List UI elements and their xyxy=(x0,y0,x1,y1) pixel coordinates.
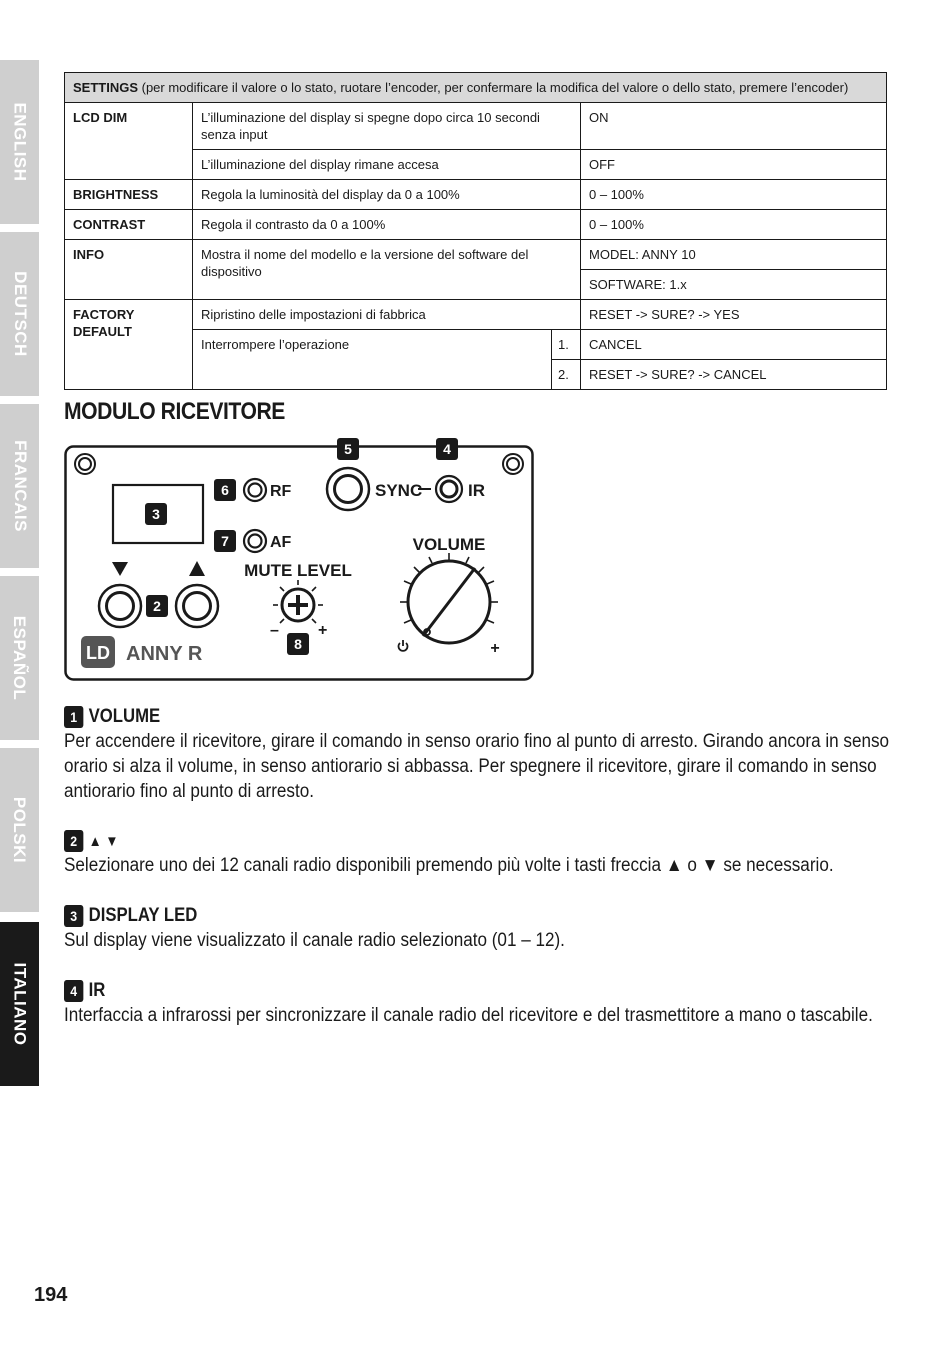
tab-italiano[interactable]: ITALIANO xyxy=(0,922,39,1086)
receiver-panel-diagram xyxy=(64,436,536,684)
badge-2-label: 2 xyxy=(153,598,161,614)
row-number: 2. xyxy=(552,360,581,390)
sync-label: SYNC xyxy=(375,481,423,500)
item-number-badge: 2 xyxy=(64,830,83,852)
row-value: OFF xyxy=(581,150,887,180)
item-text: Sul display viene visualizzato il canale radio selezionato (01 – 12). xyxy=(64,930,565,951)
item-title: VOLUME xyxy=(88,706,161,727)
item-text: Selezionare uno dei 12 canali radio disponibili premendo più volte i tasti freccia ▲ o ▼ se necessario. xyxy=(64,855,834,876)
row-desc: Regola il contrasto da 0 a 100% xyxy=(193,210,581,240)
plus-label: + xyxy=(318,622,328,639)
row-desc: L’illuminazione del display si spegne dopo circa 10 secondi senza input xyxy=(193,103,581,150)
header-title: SETTINGS xyxy=(73,80,139,95)
row-value: 0 – 100% xyxy=(581,210,887,240)
item-ir xyxy=(64,980,894,1028)
item-number-badge: 4 xyxy=(64,980,83,1002)
tab-espanol[interactable]: ESPAÑOL xyxy=(0,576,39,740)
tab-francais[interactable]: FRANCAIS xyxy=(0,404,39,568)
volume-label: VOLUME xyxy=(412,535,486,554)
item-display xyxy=(64,905,894,953)
item-number-badge: 1 xyxy=(64,706,83,728)
table-header-row xyxy=(65,73,887,103)
badge-6-label: 6 xyxy=(221,482,229,498)
table-row xyxy=(65,300,887,330)
item-title: DISPLAY LED xyxy=(88,905,198,926)
tab-english[interactable]: ENGLISH xyxy=(0,60,39,224)
volume-plus-label: + xyxy=(490,640,500,657)
item-text: Interfaccia a infrarossi per sincronizzare il canale radio del ricevitore e del trasmettitore a mano o tascabile. xyxy=(64,1005,873,1026)
row-value: 0 – 100% xyxy=(581,180,887,210)
row-value: RESET -> SURE? -> YES xyxy=(581,300,887,330)
table-row xyxy=(65,240,887,270)
row-value: RESET -> SURE? -> CANCEL xyxy=(581,360,887,390)
section-title: MODULO RICEVITORE xyxy=(64,398,285,425)
row-value: SOFTWARE: 1.x xyxy=(581,270,887,300)
item-arrows xyxy=(64,830,894,878)
row-desc: Ripristino delle impostazioni di fabbrica xyxy=(193,300,581,330)
row-value: CANCEL xyxy=(581,330,887,360)
item-number-badge: 3 xyxy=(64,905,83,927)
row-key: INFO xyxy=(65,240,193,300)
page-number: 194 xyxy=(34,1284,68,1306)
mute-level-label: MUTE LEVEL xyxy=(244,561,352,580)
row-value: ON xyxy=(581,103,887,150)
settings-table xyxy=(64,72,887,390)
ld-logo-text: LD xyxy=(86,643,110,663)
row-key: LCD DIM xyxy=(65,103,193,180)
item-volume xyxy=(64,706,894,804)
row-value: MODEL: ANNY 10 xyxy=(581,240,887,270)
item-title: IR xyxy=(88,980,106,1001)
badge-5-label: 5 xyxy=(344,441,352,457)
item-text: Per accendere il ricevitore, girare il comando in senso orario fino al punto di arresto. Girando ancora in senso orario si alza il volume, in senso antiorario si abbassa. Per spegnere il ricevitore, girare il comando in senso antiorario fino al punto di arresto. xyxy=(64,731,890,802)
table-row xyxy=(65,180,887,210)
row-key: FACTORY DEFAULT xyxy=(65,300,193,390)
af-label: AF xyxy=(270,534,292,551)
row-key: BRIGHTNESS xyxy=(65,180,193,210)
minus-label: – xyxy=(270,622,279,639)
header-note: (per modificare il valore o lo stato, ruotare l’encoder, per confermare la modifica del valore o dello stato, premere l’encoder) xyxy=(138,80,849,95)
tab-polski[interactable]: POLSKI xyxy=(0,748,39,912)
badge-4-label: 4 xyxy=(443,441,451,457)
badge-3-label: 3 xyxy=(152,506,160,522)
item-title: ▲ ▼ xyxy=(88,832,119,850)
ir-label: IR xyxy=(468,481,485,500)
row-desc: Mostra il nome del modello e la versione del software del dispositivo xyxy=(193,240,581,300)
rf-label: RF xyxy=(270,483,292,500)
table-row xyxy=(65,210,887,240)
row-key: CONTRAST xyxy=(65,210,193,240)
row-desc: Interrompere l’operazione xyxy=(193,330,552,390)
row-desc: L’illuminazione del display rimane accesa xyxy=(193,150,581,180)
row-desc: Regola la luminosità del display da 0 a 100% xyxy=(193,180,581,210)
tab-deutsch[interactable]: DEUTSCH xyxy=(0,232,39,396)
row-number: 1. xyxy=(552,330,581,360)
badge-7-label: 7 xyxy=(221,533,229,549)
badge-8-label: 8 xyxy=(294,636,302,652)
brand-label: ANNY R xyxy=(126,643,203,665)
table-row xyxy=(65,103,887,150)
